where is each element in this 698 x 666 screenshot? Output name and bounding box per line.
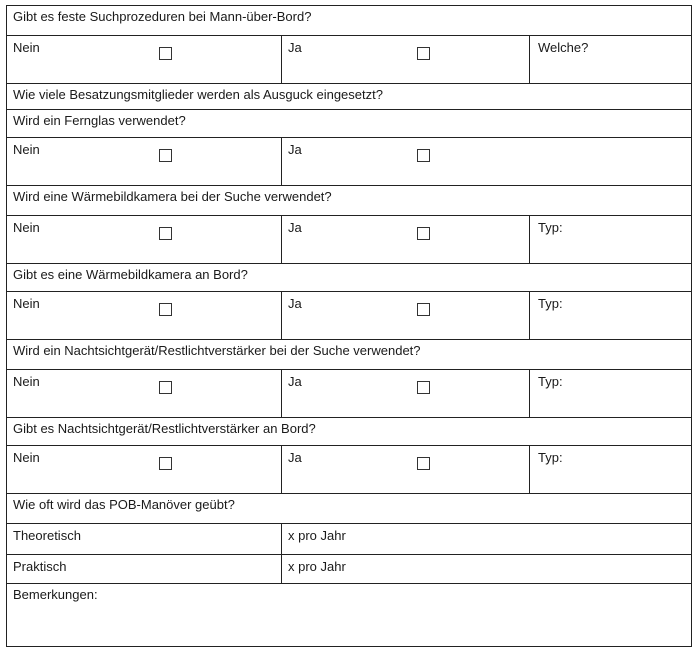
answer-no-label: Nein xyxy=(13,142,40,157)
answer-row-thermal-onboard xyxy=(7,292,691,340)
question-text: Wie oft wird das POB-Manöver geübt? xyxy=(13,497,235,512)
answer-yes-cell xyxy=(282,292,530,339)
no-checkbox[interactable] xyxy=(159,227,172,240)
answer-yes-cell xyxy=(282,216,530,263)
question-text: Wie viele Besatzungsmitglieder werden als Ausguck eingesetzt? xyxy=(13,87,383,102)
answer-no-cell xyxy=(7,36,282,83)
practice-label-cell xyxy=(7,555,282,583)
practice-unit: x pro Jahr xyxy=(288,559,346,574)
answer-no-label: Nein xyxy=(13,374,40,389)
type-field[interactable] xyxy=(530,216,691,263)
answer-yes-label: Ja xyxy=(288,220,302,235)
answer-no-cell xyxy=(7,138,282,185)
question-row-binoculars xyxy=(7,110,691,138)
question-row-lookouts[interactable] xyxy=(7,84,691,110)
type-label: Typ: xyxy=(538,296,563,311)
type-field[interactable] xyxy=(530,292,691,339)
theory-frequency-field[interactable] xyxy=(282,524,691,554)
type-label: Typ: xyxy=(538,220,563,235)
answer-row-nightvision-use xyxy=(7,370,691,418)
no-checkbox[interactable] xyxy=(159,457,172,470)
question-row-pob-training xyxy=(7,494,691,524)
yes-checkbox[interactable] xyxy=(417,47,430,60)
answer-yes-cell xyxy=(282,138,691,185)
type-label: Typ: xyxy=(538,374,563,389)
answer-yes-cell xyxy=(282,370,530,417)
question-row-thermal-onboard xyxy=(7,264,691,292)
yes-checkbox[interactable] xyxy=(417,149,430,162)
no-checkbox[interactable] xyxy=(159,303,172,316)
no-checkbox[interactable] xyxy=(159,47,172,60)
question-text: Gibt es eine Wärmebildkamera an Bord? xyxy=(13,267,248,282)
practice-frequency-field[interactable] xyxy=(282,555,691,583)
question-row-search-procedures xyxy=(7,6,691,36)
yes-checkbox[interactable] xyxy=(417,227,430,240)
theory-label: Theoretisch xyxy=(13,528,81,543)
answer-yes-label: Ja xyxy=(288,40,302,55)
question-text: Gibt es Nachtsichtgerät/Restlichtverstärker an Bord? xyxy=(13,421,316,436)
question-text: Gibt es feste Suchprozeduren bei Mann-über-Bord? xyxy=(13,9,312,24)
answer-no-label: Nein xyxy=(13,40,40,55)
type-field[interactable] xyxy=(530,446,691,493)
question-row-thermal-use xyxy=(7,186,691,216)
answer-no-cell xyxy=(7,292,282,339)
type-field[interactable] xyxy=(530,370,691,417)
answer-row-search-procedures xyxy=(7,36,691,84)
answer-yes-label: Ja xyxy=(288,142,302,157)
answer-row-nightvision-onboard xyxy=(7,446,691,494)
answer-yes-label: Ja xyxy=(288,374,302,389)
yes-checkbox[interactable] xyxy=(417,381,430,394)
theory-row xyxy=(7,524,691,555)
yes-checkbox[interactable] xyxy=(417,303,430,316)
answer-no-label: Nein xyxy=(13,450,40,465)
theory-label-cell xyxy=(7,524,282,554)
answer-no-cell xyxy=(7,370,282,417)
question-row-nightvision-onboard xyxy=(7,418,691,446)
answer-yes-label: Ja xyxy=(288,296,302,311)
answer-row-thermal-use xyxy=(7,216,691,264)
answer-no-label: Nein xyxy=(13,296,40,311)
which-label: Welche? xyxy=(538,40,589,55)
remarks-label: Bemerkungen: xyxy=(13,587,98,602)
answer-yes-label: Ja xyxy=(288,450,302,465)
practice-label: Praktisch xyxy=(13,559,67,574)
type-label: Typ: xyxy=(538,450,563,465)
answer-no-cell xyxy=(7,446,282,493)
question-text: Wird ein Fernglas verwendet? xyxy=(13,113,186,128)
answer-row-binoculars xyxy=(7,138,691,186)
which-field[interactable] xyxy=(530,36,691,83)
question-text: Wird eine Wärmebildkamera bei der Suche verwendet? xyxy=(13,189,332,204)
no-checkbox[interactable] xyxy=(159,149,172,162)
practice-row xyxy=(7,555,691,584)
question-row-nightvision-use xyxy=(7,340,691,370)
remarks-field[interactable] xyxy=(7,584,691,646)
survey-form xyxy=(6,5,692,647)
answer-yes-cell xyxy=(282,446,530,493)
answer-yes-cell xyxy=(282,36,530,83)
question-text: Wird ein Nachtsichtgerät/Restlichtverstärker bei der Suche verwendet? xyxy=(13,343,421,358)
theory-unit: x pro Jahr xyxy=(288,528,346,543)
answer-no-cell xyxy=(7,216,282,263)
no-checkbox[interactable] xyxy=(159,381,172,394)
answer-no-label: Nein xyxy=(13,220,40,235)
yes-checkbox[interactable] xyxy=(417,457,430,470)
